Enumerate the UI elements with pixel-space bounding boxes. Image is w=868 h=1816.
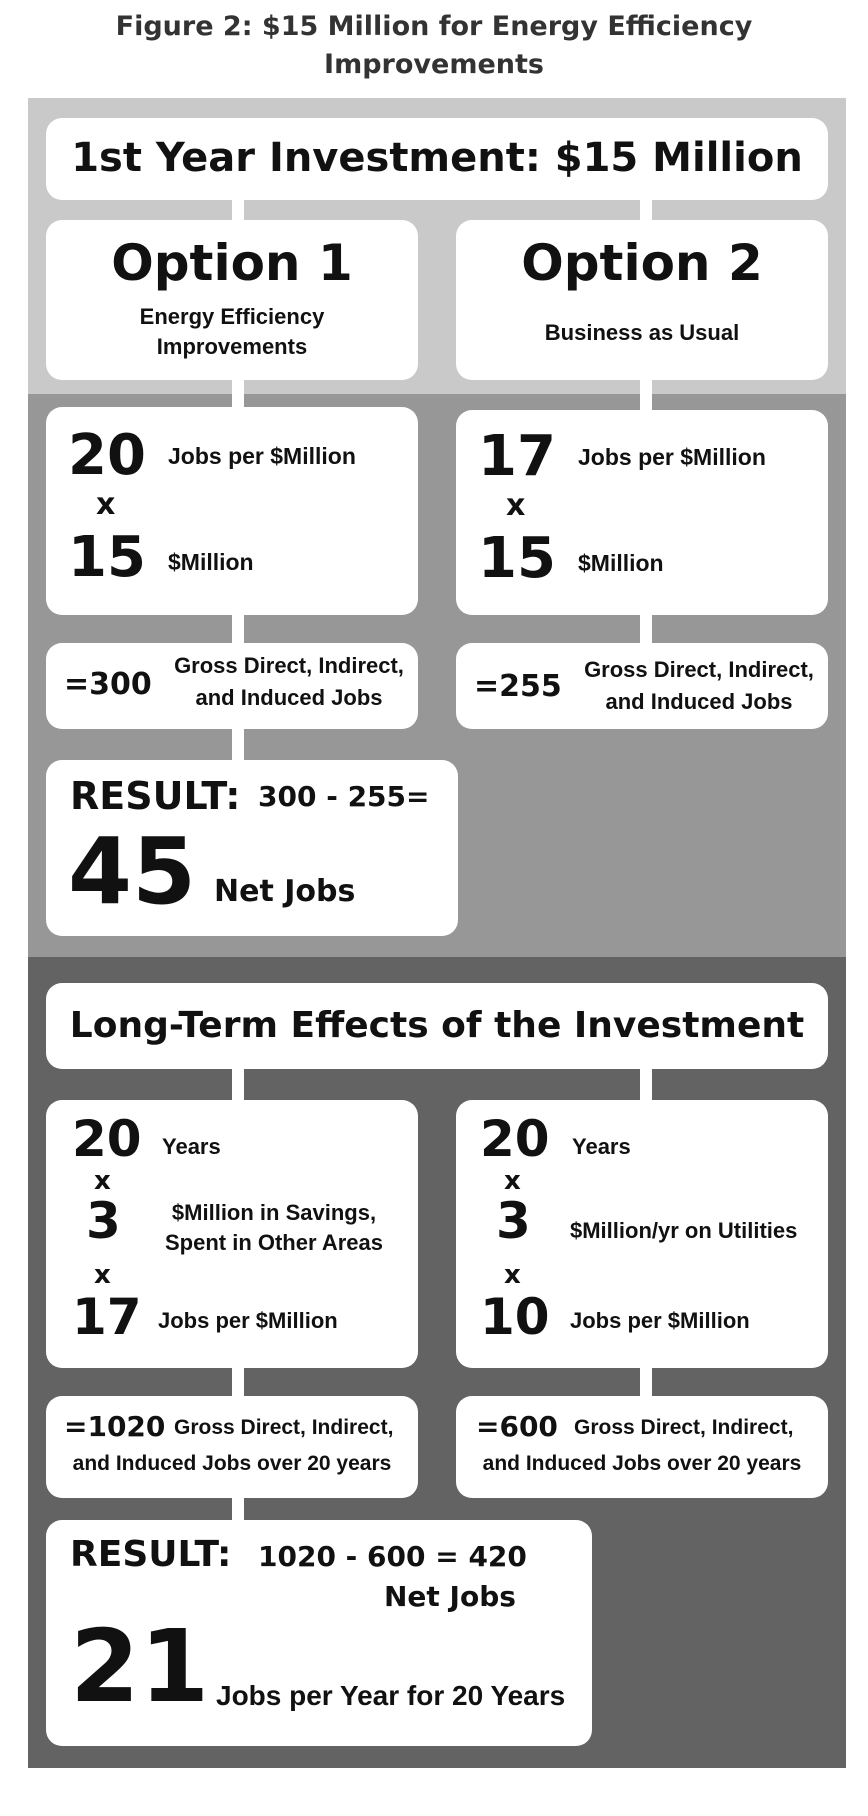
result1-value-label: Net Jobs bbox=[214, 874, 356, 909]
result1-equation: 300 - 255= bbox=[258, 780, 430, 813]
result2-equation: 1020 - 600 = 420 bbox=[258, 1540, 527, 1573]
result2-label: RESULT: bbox=[70, 1534, 232, 1575]
option1-title: Option 1 bbox=[111, 234, 353, 292]
option1-gross-label-line1: Gross Direct, Indirect, bbox=[174, 653, 404, 678]
figure-title bbox=[0, 8, 868, 84]
option2-times: x bbox=[506, 488, 526, 523]
option2-subtitle: Business as Usual bbox=[544, 320, 740, 345]
option1-jobs-per-million: 20 bbox=[68, 423, 146, 488]
option2-gross-label-line2: and Induced Jobs bbox=[605, 689, 793, 714]
option1-calc-box bbox=[46, 407, 418, 615]
result2-net-jobs-label: Net Jobs bbox=[384, 1580, 516, 1613]
lt-option2-years-label: Years bbox=[572, 1134, 631, 1159]
lt-option2-gross-label-line1: Gross Direct, Indirect, bbox=[574, 1416, 794, 1439]
investment-header: 1st Year Investment: $15 Million bbox=[71, 135, 803, 181]
option2-jobs-per-million-label: Jobs per $Million bbox=[578, 444, 766, 470]
result2-box bbox=[46, 1520, 592, 1746]
result1-value: 45 bbox=[68, 818, 197, 925]
option2-calc-box bbox=[456, 410, 828, 615]
option2-title: Option 2 bbox=[521, 234, 763, 292]
lt-option1-times1: x bbox=[94, 1166, 111, 1196]
option1-subtitle-line2: Improvements bbox=[156, 334, 308, 359]
lt-option2-times2: x bbox=[504, 1260, 521, 1290]
lt-option1-jobs-label: Jobs per $Million bbox=[158, 1308, 338, 1333]
option1-millions: 15 bbox=[68, 525, 146, 590]
lt-option2-times1: x bbox=[504, 1166, 521, 1196]
option1-box bbox=[46, 220, 418, 380]
figure-title-line2: Improvements bbox=[324, 49, 544, 80]
lt-option2-gross: =600 bbox=[476, 1410, 558, 1443]
lt-option1-years-label: Years bbox=[162, 1134, 221, 1159]
connector bbox=[232, 725, 244, 760]
investment-header-box bbox=[46, 118, 828, 200]
result1-label: RESULT: bbox=[70, 774, 241, 818]
result2-value-label: Jobs per Year for 20 Years bbox=[216, 1680, 566, 1711]
lt-option2-gross-label-line2: and Induced Jobs over 20 years bbox=[482, 1452, 802, 1475]
lt-option2-utilities-label: $Million/yr on Utilities bbox=[570, 1218, 798, 1243]
option2-millions: 15 bbox=[478, 526, 556, 591]
lt-option1-savings: 3 bbox=[86, 1192, 121, 1250]
option1-millions-label: $Million bbox=[168, 549, 254, 575]
longterm-header-box bbox=[46, 983, 828, 1069]
lt-option1-jobs: 17 bbox=[72, 1288, 142, 1346]
lt-option1-gross: =1020 bbox=[64, 1410, 166, 1443]
option1-gross-label-line2: and Induced Jobs bbox=[195, 685, 383, 710]
lt-option2-box bbox=[456, 1100, 828, 1368]
lt-option2-jobs-label: Jobs per $Million bbox=[570, 1308, 750, 1333]
result1-box bbox=[46, 760, 458, 936]
option2-box bbox=[456, 220, 828, 380]
lt-option2-years: 20 bbox=[480, 1110, 550, 1168]
lt-option1-gross-box bbox=[46, 1396, 418, 1498]
lt-option1-gross-label-line1: Gross Direct, Indirect, bbox=[174, 1416, 394, 1439]
lt-option1-times2: x bbox=[94, 1260, 111, 1290]
option2-jobs-per-million: 17 bbox=[478, 424, 556, 489]
figure-title-line1: Figure 2: $15 Million for Energy Efficiency bbox=[115, 11, 753, 42]
option2-gross: =255 bbox=[474, 669, 562, 704]
result2-value: 21 bbox=[70, 1608, 210, 1725]
longterm-header: Long-Term Effects of the Investment bbox=[69, 1005, 805, 1046]
option1-gross-box bbox=[46, 643, 418, 729]
option1-gross: =300 bbox=[64, 667, 152, 702]
lt-option2-gross-box bbox=[456, 1396, 828, 1498]
lt-option2-utilities: 3 bbox=[496, 1192, 531, 1250]
option1-jobs-per-million-label: Jobs per $Million bbox=[168, 443, 356, 469]
option2-millions-label: $Million bbox=[578, 550, 664, 576]
option2-gross-label-line1: Gross Direct, Indirect, bbox=[584, 657, 814, 682]
option1-subtitle-line1: Energy Efficiency bbox=[139, 304, 325, 329]
lt-option1-years: 20 bbox=[72, 1110, 142, 1168]
option1-times: x bbox=[96, 487, 116, 522]
lt-option1-box bbox=[46, 1100, 418, 1368]
lt-option1-savings-label-line2: Spent in Other Areas bbox=[164, 1230, 383, 1255]
lt-option1-gross-label-line2: and Induced Jobs over 20 years bbox=[72, 1452, 392, 1475]
option2-gross-box bbox=[456, 643, 828, 729]
lt-option2-jobs: 10 bbox=[480, 1288, 550, 1346]
lt-option1-savings-label-line1: $Million in Savings, bbox=[171, 1200, 377, 1225]
